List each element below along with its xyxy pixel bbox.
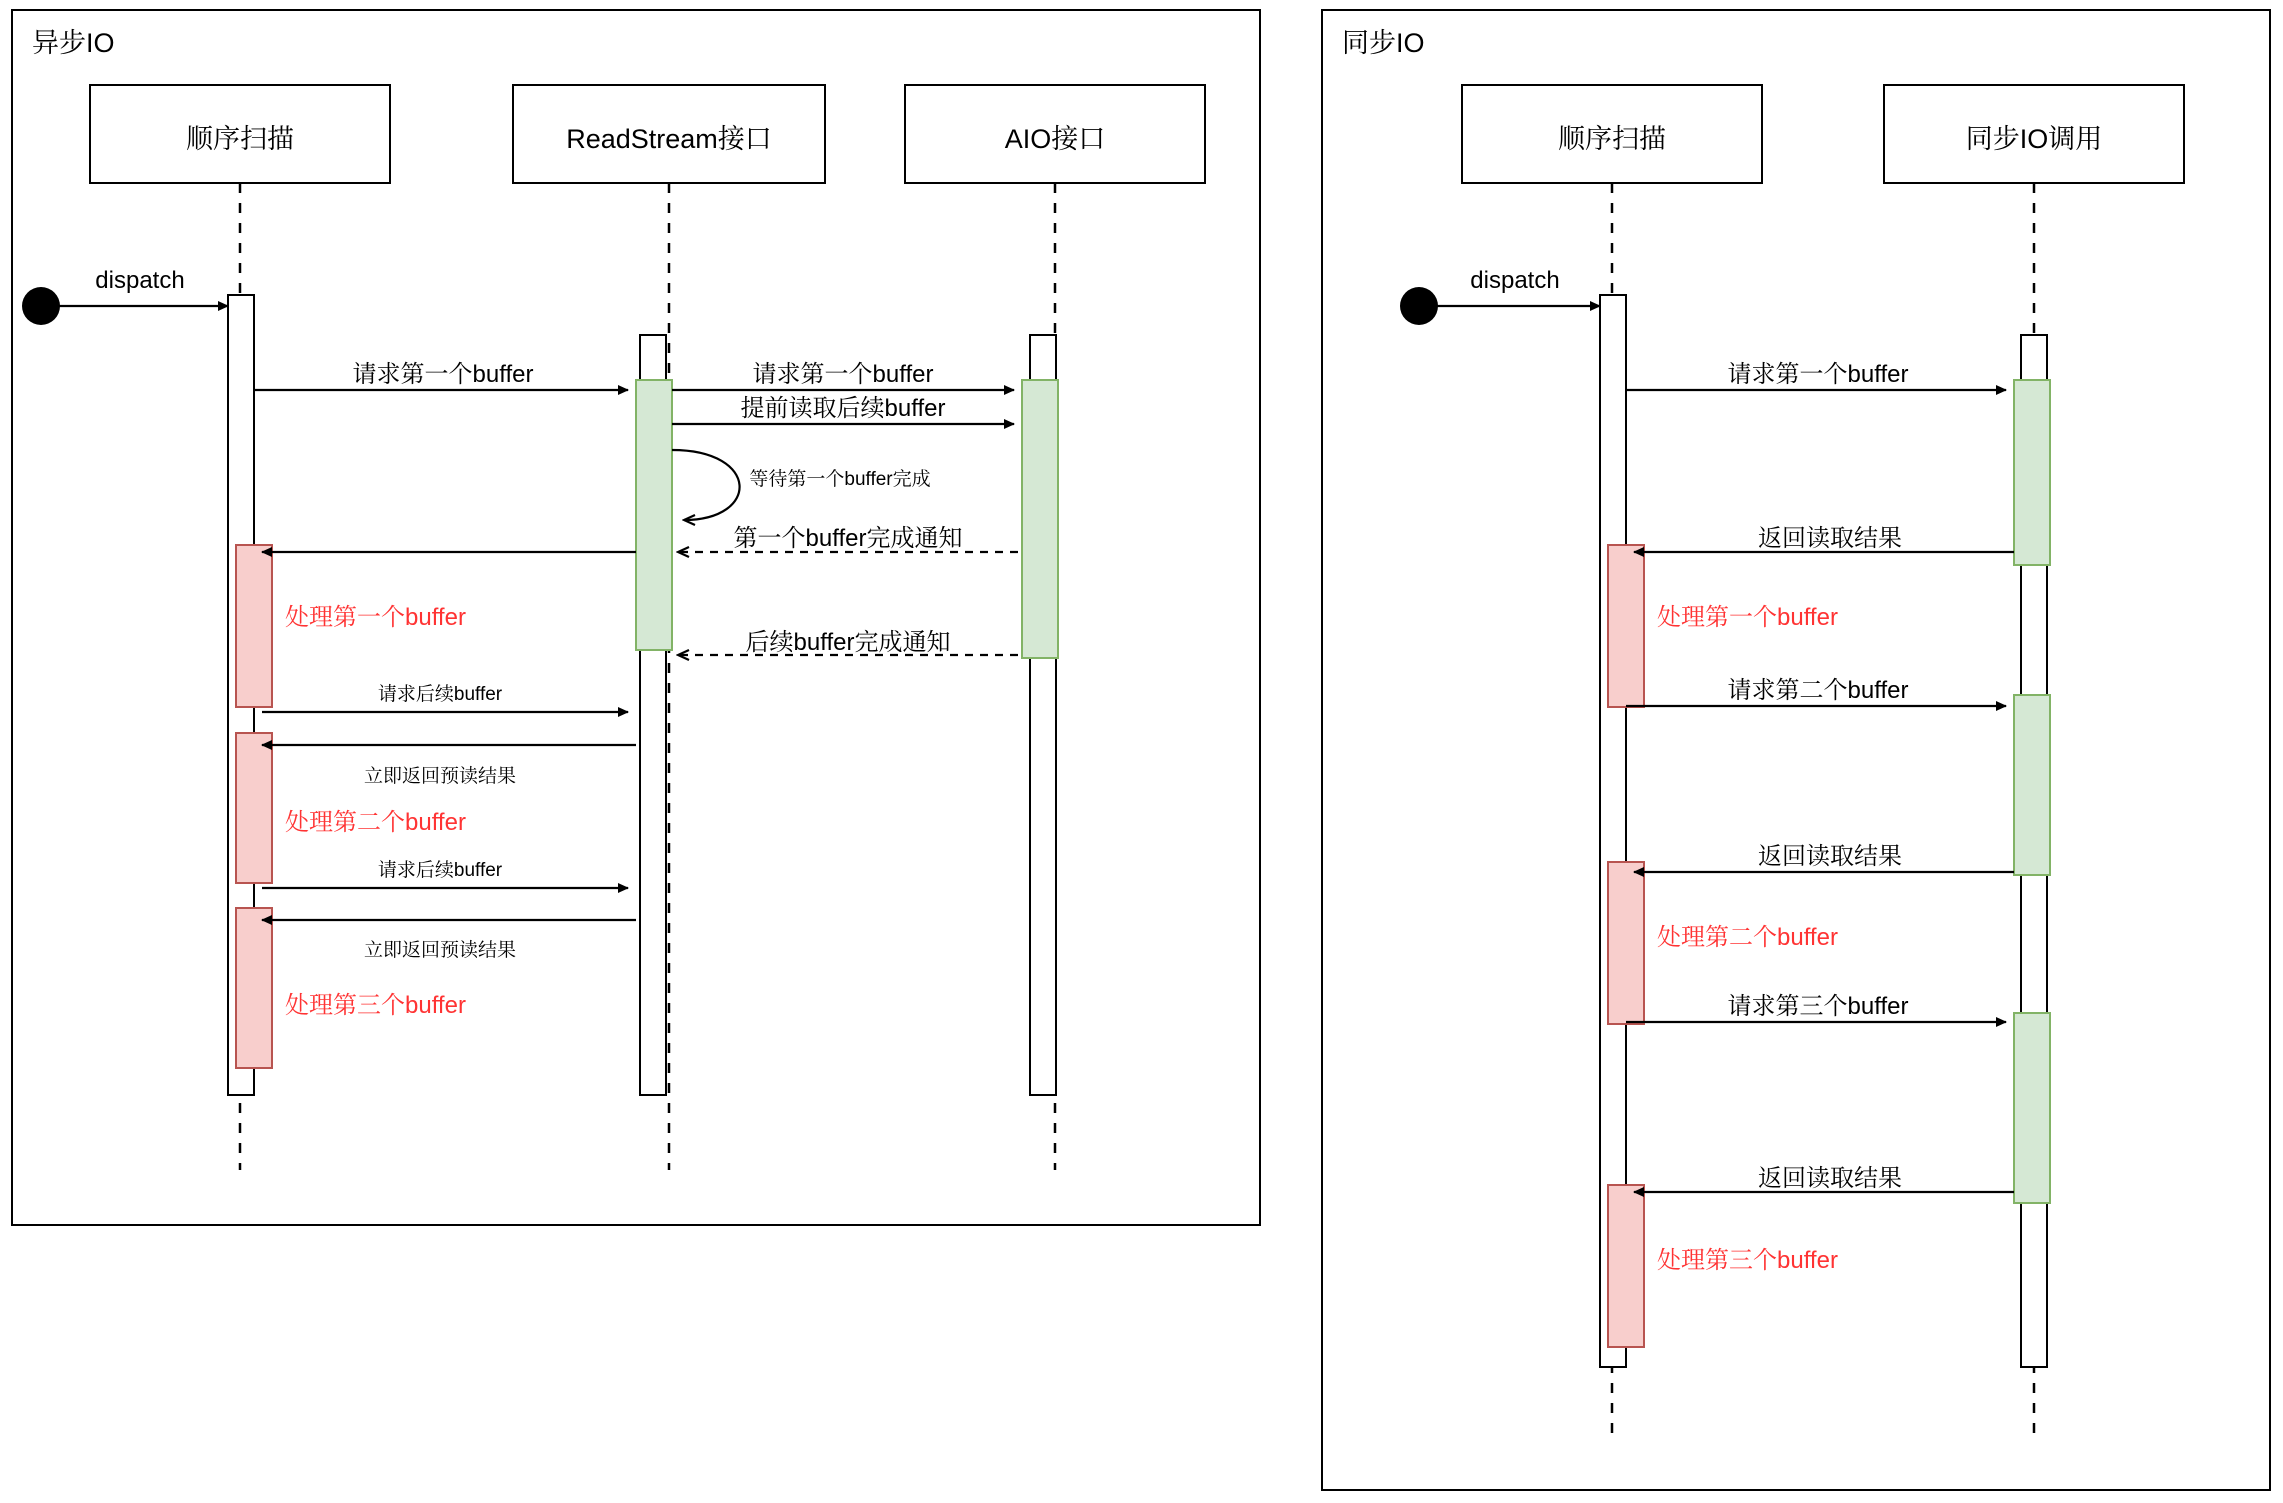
note-label-sync-1: 处理第一个buffer — [1657, 604, 1838, 631]
note-label-3: 处理第三个buffer — [285, 992, 466, 1019]
note-label-1: 处理第一个buffer — [285, 604, 466, 631]
message-label-m2: 请求第一个buffer — [752, 361, 934, 388]
dispatch-label-sync: dispatch — [1470, 267, 1560, 294]
activation-syncio-green-2 — [2014, 695, 2050, 875]
message-label-m3: 提前读取后续buffer — [740, 395, 946, 422]
message-label-s2: 返回读取结果 — [1758, 525, 1902, 552]
note-activation-sync-1 — [1608, 545, 1644, 707]
panel-async — [12, 10, 1260, 1225]
note-activation-3 — [236, 908, 272, 1068]
panel-sync-title: 同步IO — [1342, 28, 1425, 58]
actor-label-aio: AIO接口 — [1004, 124, 1106, 154]
note-label-sync-2: 处理第二个buffer — [1657, 924, 1838, 951]
message-label-m10: 请求后续buffer — [377, 860, 503, 881]
note-activation-2 — [236, 733, 272, 883]
message-label-m5: 第一个buffer完成通知 — [733, 525, 963, 552]
message-label-s1: 请求第一个buffer — [1727, 361, 1909, 388]
start-dot-sync — [1400, 287, 1438, 325]
message-label-m11: 立即返回预读结果 — [363, 940, 517, 961]
panel-sync — [1322, 10, 2270, 1490]
note-activation-1 — [236, 545, 272, 707]
activation-readstream-green — [636, 380, 672, 650]
actor-label-readstream: ReadStream接口 — [566, 124, 772, 154]
message-label-m7: 后续buffer完成通知 — [745, 629, 951, 656]
message-label-m1: 请求第一个buffer — [352, 361, 534, 388]
message-label-s5: 请求第三个buffer — [1727, 993, 1909, 1020]
message-label-m8: 请求后续buffer — [377, 684, 503, 705]
actor-label-scan: 顺序扫描 — [186, 124, 294, 154]
activation-aio-green — [1022, 380, 1058, 658]
actor-label-scan-sync: 顺序扫描 — [1558, 124, 1666, 154]
message-label-s4: 返回读取结果 — [1758, 843, 1902, 870]
note-activation-sync-3 — [1608, 1185, 1644, 1347]
actor-label-syncio: 同步IO调用 — [1965, 124, 2103, 154]
note-label-2: 处理第二个buffer — [285, 809, 466, 836]
message-label-s3: 请求第二个buffer — [1727, 677, 1909, 704]
panel-async-title: 异步IO — [32, 28, 115, 58]
dispatch-label-async: dispatch — [95, 267, 185, 294]
message-label-m4: 等待第一个buffer完成 — [749, 469, 931, 490]
start-dot-async — [22, 287, 60, 325]
activation-syncio-green-1 — [2014, 380, 2050, 565]
note-label-sync-3: 处理第三个buffer — [1657, 1247, 1838, 1274]
message-label-m9: 立即返回预读结果 — [363, 766, 517, 787]
message-label-s6: 返回读取结果 — [1758, 1165, 1902, 1192]
activation-syncio-green-3 — [2014, 1013, 2050, 1203]
note-activation-sync-2 — [1608, 862, 1644, 1024]
